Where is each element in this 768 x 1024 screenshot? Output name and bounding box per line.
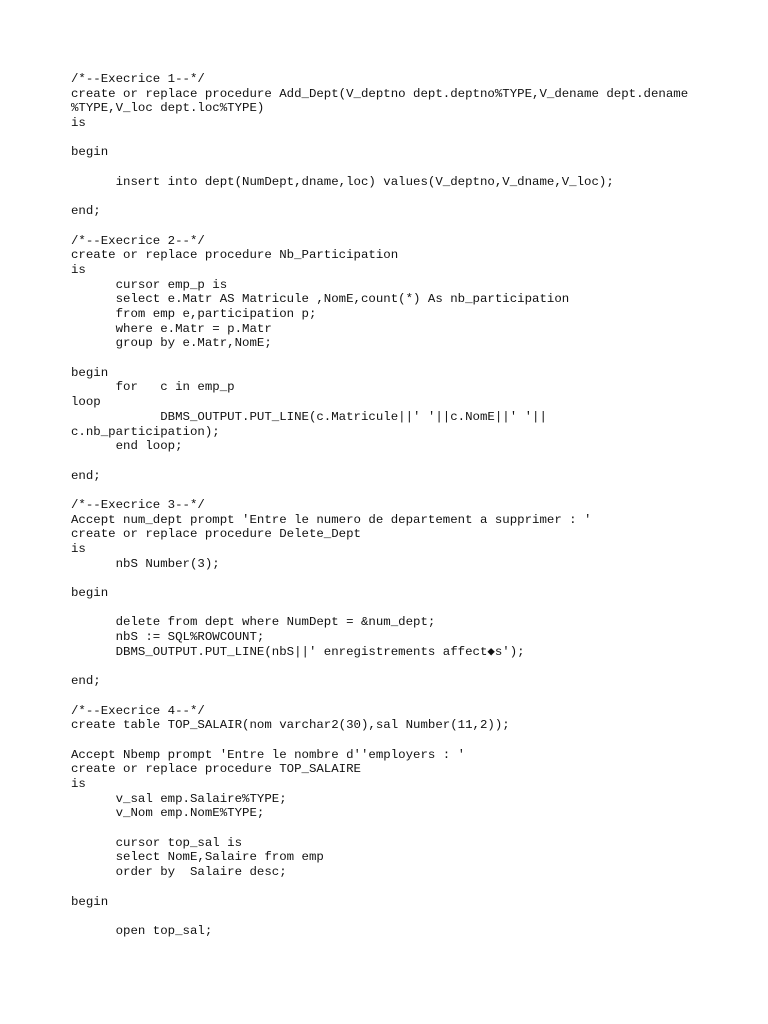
code-line: begin [71,365,109,380]
code-line: /*--Execrice 4--*/ [71,703,205,718]
code-line: for c in emp_p [71,380,235,395]
code-line: create or replace procedure Delete_Dept [71,527,361,542]
code-line: insert into dept(NumDept,dname,loc) values(V_deptno,V_dname,V_loc); [71,174,614,189]
code-line: %TYPE,V_loc dept.loc%TYPE) [71,101,265,116]
code-line: cursor emp_p is [71,277,228,292]
code-line: delete from dept where NumDept = &num_dept; [71,615,436,630]
code-line: order by Salaire desc; [71,865,287,880]
code-line: select e.Matr AS Matricule ,NomE,count(*) As nb_participation [71,292,570,307]
code-line [71,601,751,616]
code-line: nbS Number(3); [71,556,220,571]
code-line: is [71,777,86,791]
code-line: /*--Execrice 2--*/ [71,233,205,248]
code-line: create or replace procedure Add_Dept(V_deptno dept.deptno%TYPE,V_dename dept.dename [71,86,689,101]
code-line: create or replace procedure TOP_SALAIRE [71,762,361,777]
code-line [71,689,751,704]
code-line: is [71,262,86,277]
code-line: open top_sal; [71,923,213,938]
code-line [71,351,751,366]
code-line: end; [71,674,101,689]
code-line [71,571,751,586]
code-line [71,660,751,675]
code-line: is [71,116,86,131]
code-line: DBMS_OUTPUT.PUT_LINE(nbS||' enregistrements affect◆s'); [71,644,525,659]
code-line: v_Nom emp.NomE%TYPE; [71,806,265,821]
code-line: create or replace procedure Nb_Participation [71,248,399,263]
code-line: group by e.Matr,NomE; [71,336,272,351]
code-line: Accept num_dept prompt 'Entre le numero de departement a supprimer : ' [71,512,592,527]
code-line: cursor top_sal is [71,835,243,850]
code-line: create table TOP_SALAIR(nom varchar2(30),sal Number(11,2)); [71,718,510,733]
code-line: end; [71,204,101,219]
code-line [71,733,751,748]
code-line [71,219,751,234]
code-line: select NomE,Salaire from emp [71,850,324,865]
code-line [71,190,751,205]
code-line: begin [71,586,109,601]
code-line: begin [71,145,109,160]
code-line: begin [71,894,109,909]
code-line [71,483,751,498]
code-line: /*--Execrice 3--*/ [71,497,205,512]
code-line: c.nb_participation); [71,424,220,439]
code-line: Accept Nbemp prompt 'Entre le nombre d''employers : ' [71,747,466,762]
code-line [71,821,751,836]
code-line [71,454,751,469]
code-line: nbS := SQL%ROWCOUNT; [71,630,265,645]
code-line: where e.Matr = p.Matr [71,321,272,336]
code-line: is [71,542,86,556]
code-line [71,131,751,146]
code-line: /*--Execrice 1--*/ [71,72,205,86]
code-line: from emp e,participation p; [71,307,317,321]
code-document [71,72,751,939]
code-line [71,909,751,924]
code-line: loop [71,395,101,410]
code-line: v_sal emp.Salaire%TYPE; [71,791,287,806]
code-line: end loop; [71,439,183,454]
code-line [71,880,751,895]
code-line: end; [71,468,101,483]
code-line [71,160,751,175]
code-line: DBMS_OUTPUT.PUT_LINE(c.Matricule||' '||c.NomE||' '|| [71,409,547,424]
